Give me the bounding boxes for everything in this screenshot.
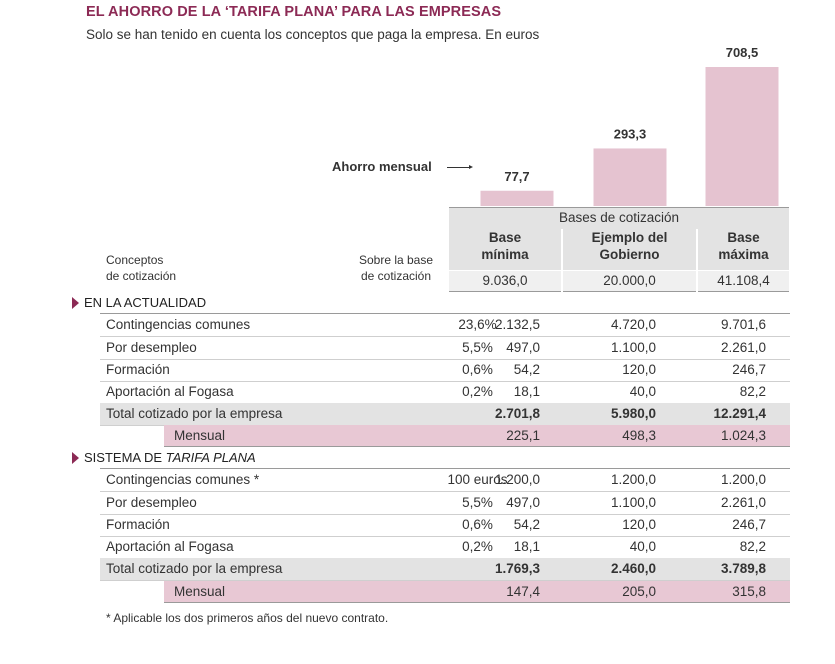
row-concept: Por desempleo xyxy=(106,340,197,355)
column-header-line2: máxima xyxy=(718,247,769,262)
row-concept: Aportación al Fogasa xyxy=(106,539,234,554)
sobre-header-line1: Sobre la base xyxy=(358,253,434,267)
row-percent: 5,5% xyxy=(462,495,493,510)
total-value-maxima: 3.789,8 xyxy=(720,561,766,576)
sobre-header xyxy=(350,252,442,284)
table-row xyxy=(100,337,790,360)
table-row xyxy=(100,381,790,404)
total-value-gobierno: 2.460,0 xyxy=(610,561,656,576)
row-value-maxima: 2.261,0 xyxy=(720,495,766,510)
row-value-minima: 2.132,5 xyxy=(494,317,540,332)
mensual-value-minima: 225,1 xyxy=(506,428,540,443)
row-percent: 5,5% xyxy=(462,340,493,355)
mensual-value-maxima: 315,8 xyxy=(732,584,766,599)
row-concept: Aportación al Fogasa xyxy=(106,384,234,399)
column-header-line2: mínima xyxy=(481,247,529,262)
mensual-value-gobierno: 205,0 xyxy=(622,584,656,599)
row-value-minima: 54,2 xyxy=(513,517,540,532)
sobre-header-line2: de cotización xyxy=(360,269,432,283)
mensual-label: Mensual xyxy=(174,428,226,443)
row-value-maxima: 246,7 xyxy=(732,362,766,377)
column-header-base-maxima xyxy=(698,229,789,270)
mensual-row xyxy=(164,425,790,447)
row-concept: Contingencias comunes xyxy=(106,317,251,332)
section-bullet-icon xyxy=(72,452,79,464)
mensual-value-minima: 147,4 xyxy=(506,584,540,599)
total-value-minima: 2.701,8 xyxy=(494,406,540,421)
section-title: EN LA ACTUALIDAD xyxy=(84,295,207,310)
mensual-value-gobierno: 498,3 xyxy=(622,428,656,443)
total-label: Total cotizado por la empresa xyxy=(106,406,283,421)
footnote: * Aplicable los dos primeros años del nuevo contrato. xyxy=(106,611,389,625)
table-row xyxy=(100,514,790,537)
bases-header: Bases de cotización xyxy=(449,207,789,229)
row-value-gobierno: 40,0 xyxy=(629,384,656,399)
annotation-arrow-line xyxy=(447,167,469,168)
total-label: Total cotizado por la empresa xyxy=(106,561,283,576)
row-value-maxima: 246,7 xyxy=(732,517,766,532)
row-value-gobierno: 120,0 xyxy=(622,362,656,377)
row-percent: 0,2% xyxy=(462,539,493,554)
ahorro-mensual-annotation: Ahorro mensual xyxy=(332,159,432,174)
column-header-line1: Base xyxy=(727,230,760,245)
chart-subtitle: Solo se han tenido en cuenta los conceptos que paga la empresa. En euros xyxy=(86,27,540,42)
row-percent: 0,6% xyxy=(462,517,493,532)
row-percent: 23,6% xyxy=(458,317,497,332)
row-percent: 0,6% xyxy=(462,362,493,377)
section-header-actualidad xyxy=(72,295,206,310)
bar-2 xyxy=(594,148,667,206)
row-concept: Formación xyxy=(106,517,170,532)
base-value-minima: 9.036,0 xyxy=(449,271,561,292)
chart-title: EL AHORRO DE LA ‘TARIFA PLANA’ PARA LAS EMPRESAS xyxy=(86,4,502,20)
row-value-gobierno: 40,0 xyxy=(629,539,656,554)
section-bullet-icon xyxy=(72,297,79,309)
section-title-plain: SISTEMA DE xyxy=(84,450,166,465)
row-value-minima: 18,1 xyxy=(513,384,540,399)
row-percent: 0,2% xyxy=(462,384,493,399)
column-header-line1: Ejemplo del xyxy=(591,230,668,245)
concept-header-line2: de cotización xyxy=(106,269,177,283)
mensual-label: Mensual xyxy=(174,584,226,599)
row-concept: Contingencias comunes * xyxy=(106,472,260,487)
total-row xyxy=(100,558,790,581)
mensual-value-maxima: 1.024,3 xyxy=(720,428,766,443)
row-value-minima: 1.200,0 xyxy=(494,472,540,487)
total-row xyxy=(100,403,790,426)
column-header-base-minima xyxy=(449,229,561,270)
base-value-gobierno: 20.000,0 xyxy=(563,271,696,292)
concept-header-line1: Conceptos xyxy=(106,253,164,267)
section-header-tarifa-plana xyxy=(72,450,256,465)
bar-1 xyxy=(481,191,554,206)
bar-value-label: 293,3 xyxy=(613,126,647,142)
column-header-ejemplo-gobierno xyxy=(563,229,696,270)
row-percent: 100 euros xyxy=(447,472,508,487)
row-value-gobierno: 1.100,0 xyxy=(610,495,656,510)
total-value-maxima: 12.291,4 xyxy=(713,406,766,421)
annotation-arrow-head xyxy=(469,165,473,169)
row-value-gobierno: 1.200,0 xyxy=(610,472,656,487)
row-concept: Por desempleo xyxy=(106,495,197,510)
table-row xyxy=(100,469,790,492)
section-title-italic: TARIFA PLANA xyxy=(165,450,256,465)
row-value-maxima: 82,2 xyxy=(739,384,766,399)
table-row xyxy=(100,536,790,559)
bar-3 xyxy=(706,67,779,206)
concept-header xyxy=(106,252,176,284)
mensual-row xyxy=(164,581,790,603)
total-value-gobierno: 5.980,0 xyxy=(610,406,656,421)
table-row xyxy=(100,492,790,515)
bar-value-label: 77,7 xyxy=(504,168,530,184)
base-value-maxima: 41.108,4 xyxy=(698,271,789,292)
total-value-minima: 1.769,3 xyxy=(494,561,540,576)
row-value-maxima: 9.701,6 xyxy=(720,317,766,332)
row-value-minima: 54,2 xyxy=(513,362,540,377)
bar-chart xyxy=(0,0,835,210)
column-header-line1: Base xyxy=(488,230,522,245)
row-value-maxima: 2.261,0 xyxy=(720,340,766,355)
row-value-gobierno: 120,0 xyxy=(622,517,656,532)
table-row xyxy=(100,359,790,382)
row-value-minima: 18,1 xyxy=(513,539,540,554)
row-value-minima: 497,0 xyxy=(506,340,540,355)
row-value-minima: 497,0 xyxy=(506,495,540,510)
row-value-gobierno: 4.720,0 xyxy=(610,317,656,332)
bar-value-label: 708,5 xyxy=(725,45,759,60)
table-row xyxy=(100,314,790,337)
row-value-maxima: 82,2 xyxy=(739,539,766,554)
row-concept: Formación xyxy=(106,362,170,377)
row-value-gobierno: 1.100,0 xyxy=(610,340,656,355)
row-value-maxima: 1.200,0 xyxy=(720,472,766,487)
column-header-line2: Gobierno xyxy=(599,247,660,262)
